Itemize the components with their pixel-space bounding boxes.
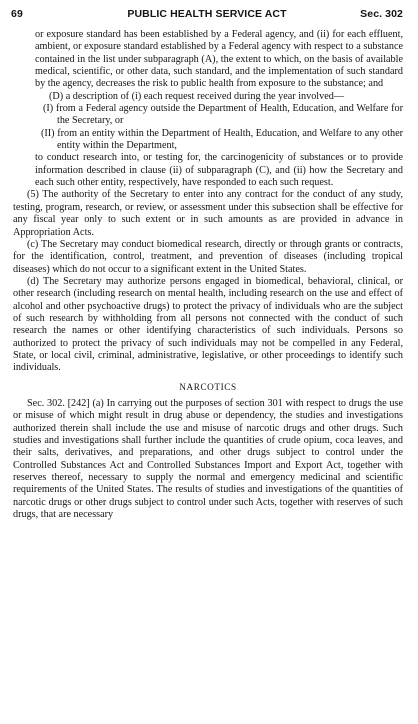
- page-number: 69: [11, 8, 23, 20]
- section-label: Sec. 302: [360, 8, 403, 20]
- paragraph-standard-continued: or exposure standard has been established by a Federal agency, and (ii) for each effluent, ambient, or exposure standard established by a Federal agency with respect to a substance contained in the list under subparagraph (A), the extent to which, on the basis of available medical, scientific, or other data, such standard, and the implementation of such standard by the agency, decreases the risk to public health from exposure to the substance; and: [35, 29, 403, 90]
- paragraph-5-authority: (5) The authority of the Secretary to enter into any contract for the conduct of any study, testing, program, research, or review, or assessment under this subsection shall be effective for any fiscal year only to such extent or in such amounts as are provided in advance in Appropriation Acts.: [13, 189, 403, 238]
- paragraph-sec-302: Sec. 302. [242] (a) In carrying out the purposes of section 301 with respect to drugs the use or misuse of which might result in drug abuse or dependency, the studies and investigations authorized therein shall include the use and misuse of narcotic drugs and other drugs. Such studies and investigations shall further include the quantities of crude opium, coca leaves, and their salts, derivatives, and preparations, and other drugs subject to control under the Controlled Substances Act and Controlled Substances Import and Export Act, together with reserves thereof, necessary to supply the normal and emergency medicinal and scientific requirements of the United States. The results of studies and investigations of the quantities of narcotic drugs or other drugs subject to control under such Acts, together with reserves of such drugs, that are necessary: [13, 397, 403, 521]
- document-body: [13, 29, 403, 521]
- paragraph-c-biomedical: (c) The Secretary may conduct biomedical research, directly or through grants or contracts, for the identification, control, treatment, and prevention of diseases (including tropical diseases) which do not occur to a significant extent in the United States.: [13, 238, 403, 275]
- section-heading-narcotics: NARCOTICS: [179, 381, 237, 392]
- running-header: [11, 8, 403, 23]
- paragraph-d-privacy: (d) The Secretary may authorize persons engaged in biomedical, behavioral, clinical, or other research (including research on mental health, including research on the use and effect of alcohol and other psychoactive drugs) to protect the privacy of individuals who are the subject of such research by withholding from all persons not connected with the conduct of such research the names or other identifying characteristics of such individuals. Persons so authorized to protect the privacy of such individuals may not be compelled in any Federal, State, or local civil, criminal, administrative, legislative, or other proceedings to identify such individuals.: [13, 275, 403, 374]
- clause-ii-entity: (II) from an entity within the Department of Health, Education, and Welfare to any other entity within the Department,: [41, 127, 403, 152]
- clause-i-federal-agency: (I) from a Federal agency outside the Department of Health, Education, and Welfare for the Secretary, or: [43, 103, 403, 127]
- act-title: PUBLIC HEALTH SERVICE ACT: [127, 8, 287, 20]
- paragraph-conduct-research: to conduct research into, or testing for, the carcinogenicity of substances or to provide information described in clause (ii) of subparagraph (C), and (ii) how the Secretary and each such other entity, respectively, have responded to each such request.: [35, 152, 403, 189]
- paragraph-d-description: (D) a description of (i) each request received during the year involved—: [49, 90, 345, 102]
